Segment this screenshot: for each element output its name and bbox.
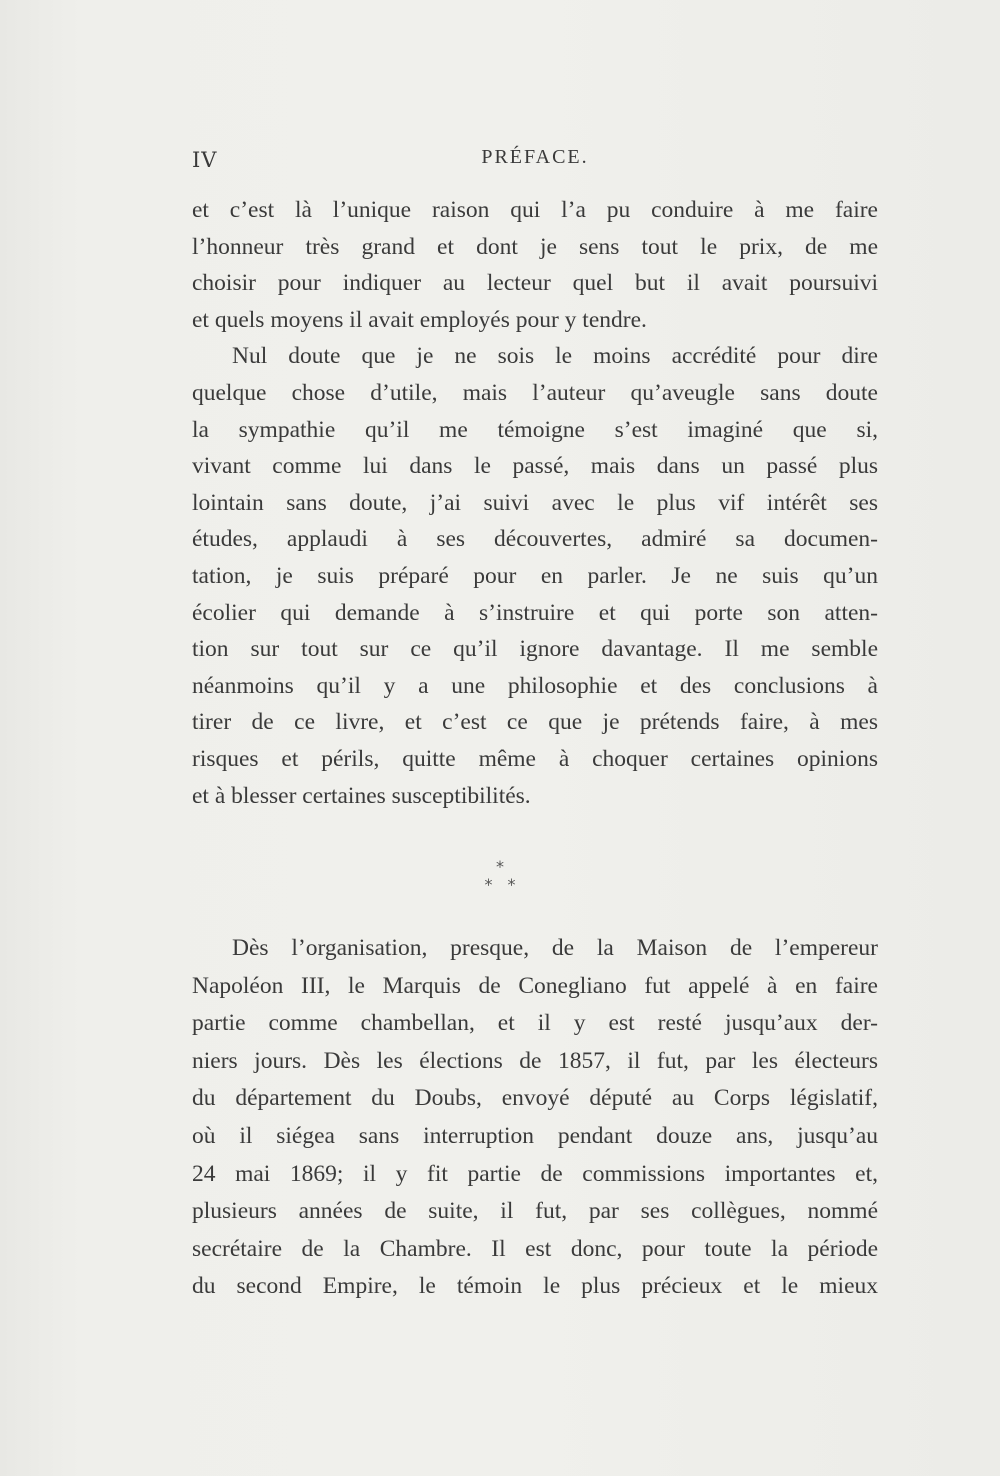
text-line: études, applaudi à ses découvertes, admiré sa documen- [192,526,878,553]
text-line: du département du Doubs, envoyé député au Corps législatif, [192,1085,878,1112]
text-block-2 [192,930,878,1306]
text-line: l’honneur très grand et dont je sens tout le prix, de me [192,233,878,260]
text-line: vivant comme lui dans le passé, mais dans un passé plus [192,453,878,480]
section-break-asterism [0,858,1000,908]
text-line: où il siégea sans interruption pendant douze ans, jusqu’au [192,1122,878,1149]
text-line: la sympathie qu’il me témoigne s’est imaginé que si, [192,416,878,443]
text-line: et quels moyens il avait employés pour y tendre. [192,306,647,333]
text-line: niers jours. Dès les élections de 1857, il fut, par les électeurs [192,1047,878,1074]
asterism-bottom [0,876,1000,894]
text-line: lointain sans doute, j’ai suivi avec le plus vif intérêt ses [192,489,878,516]
text-line: et à blesser certaines susceptibilités. [192,782,531,809]
text-line: tion sur tout sur ce qu’il ignore davantage. Il me semble [192,636,878,663]
page-header [192,142,878,182]
asterism-top: * [496,857,504,876]
text-line: choisir pour indiquer au lecteur quel but il avait poursuivi [192,270,878,297]
text-line: tation, je suis préparé pour en parler. Je ne suis qu’un [192,562,878,589]
text-line: écolier qui demande à s’instruire et qui porte son atten- [192,599,878,626]
asterism-bottom-left: * [484,875,493,894]
text-line: secrétaire de la Chambre. Il est donc, pour toute la période [192,1235,878,1262]
text-block-1 [192,192,878,814]
text-line: Napoléon III, le Marquis de Conegliano fut appelé à en faire [192,972,878,999]
asterism-bottom-right: * [507,875,516,894]
page-number: IV [192,148,218,172]
text-line: et c’est là l’unique raison qui l’a pu conduire à me faire [192,197,878,223]
text-line: partie comme chambellan, et il y est resté jusqu’aux der- [192,1010,878,1037]
text-line: du second Empire, le témoin le plus précieux et le mieux [192,1273,878,1300]
text-line: tirer de ce livre, et c’est ce que je prétends faire, à mes [192,709,878,736]
text-line: quelque chose d’utile, mais l’auteur qu’aveugle sans doute [192,379,878,406]
text-line: 24 mai 1869; il y fit partie de commissions importantes et, [192,1160,878,1187]
text-line: Nul doute que je ne sois le moins accrédité pour dire [232,343,878,370]
text-line: plusieurs années de suite, il fut, par ses collègues, nommé [192,1198,878,1225]
text-line: néanmoins qu’il y a une philosophie et des conclusions à [192,672,878,699]
text-line: risques et périls, quitte même à choquer certaines opinions [192,745,878,772]
running-title: PRÉFACE. [481,146,589,168]
text-line: Dès l’organisation, presque, de la Maison de l’empereur [232,935,878,961]
